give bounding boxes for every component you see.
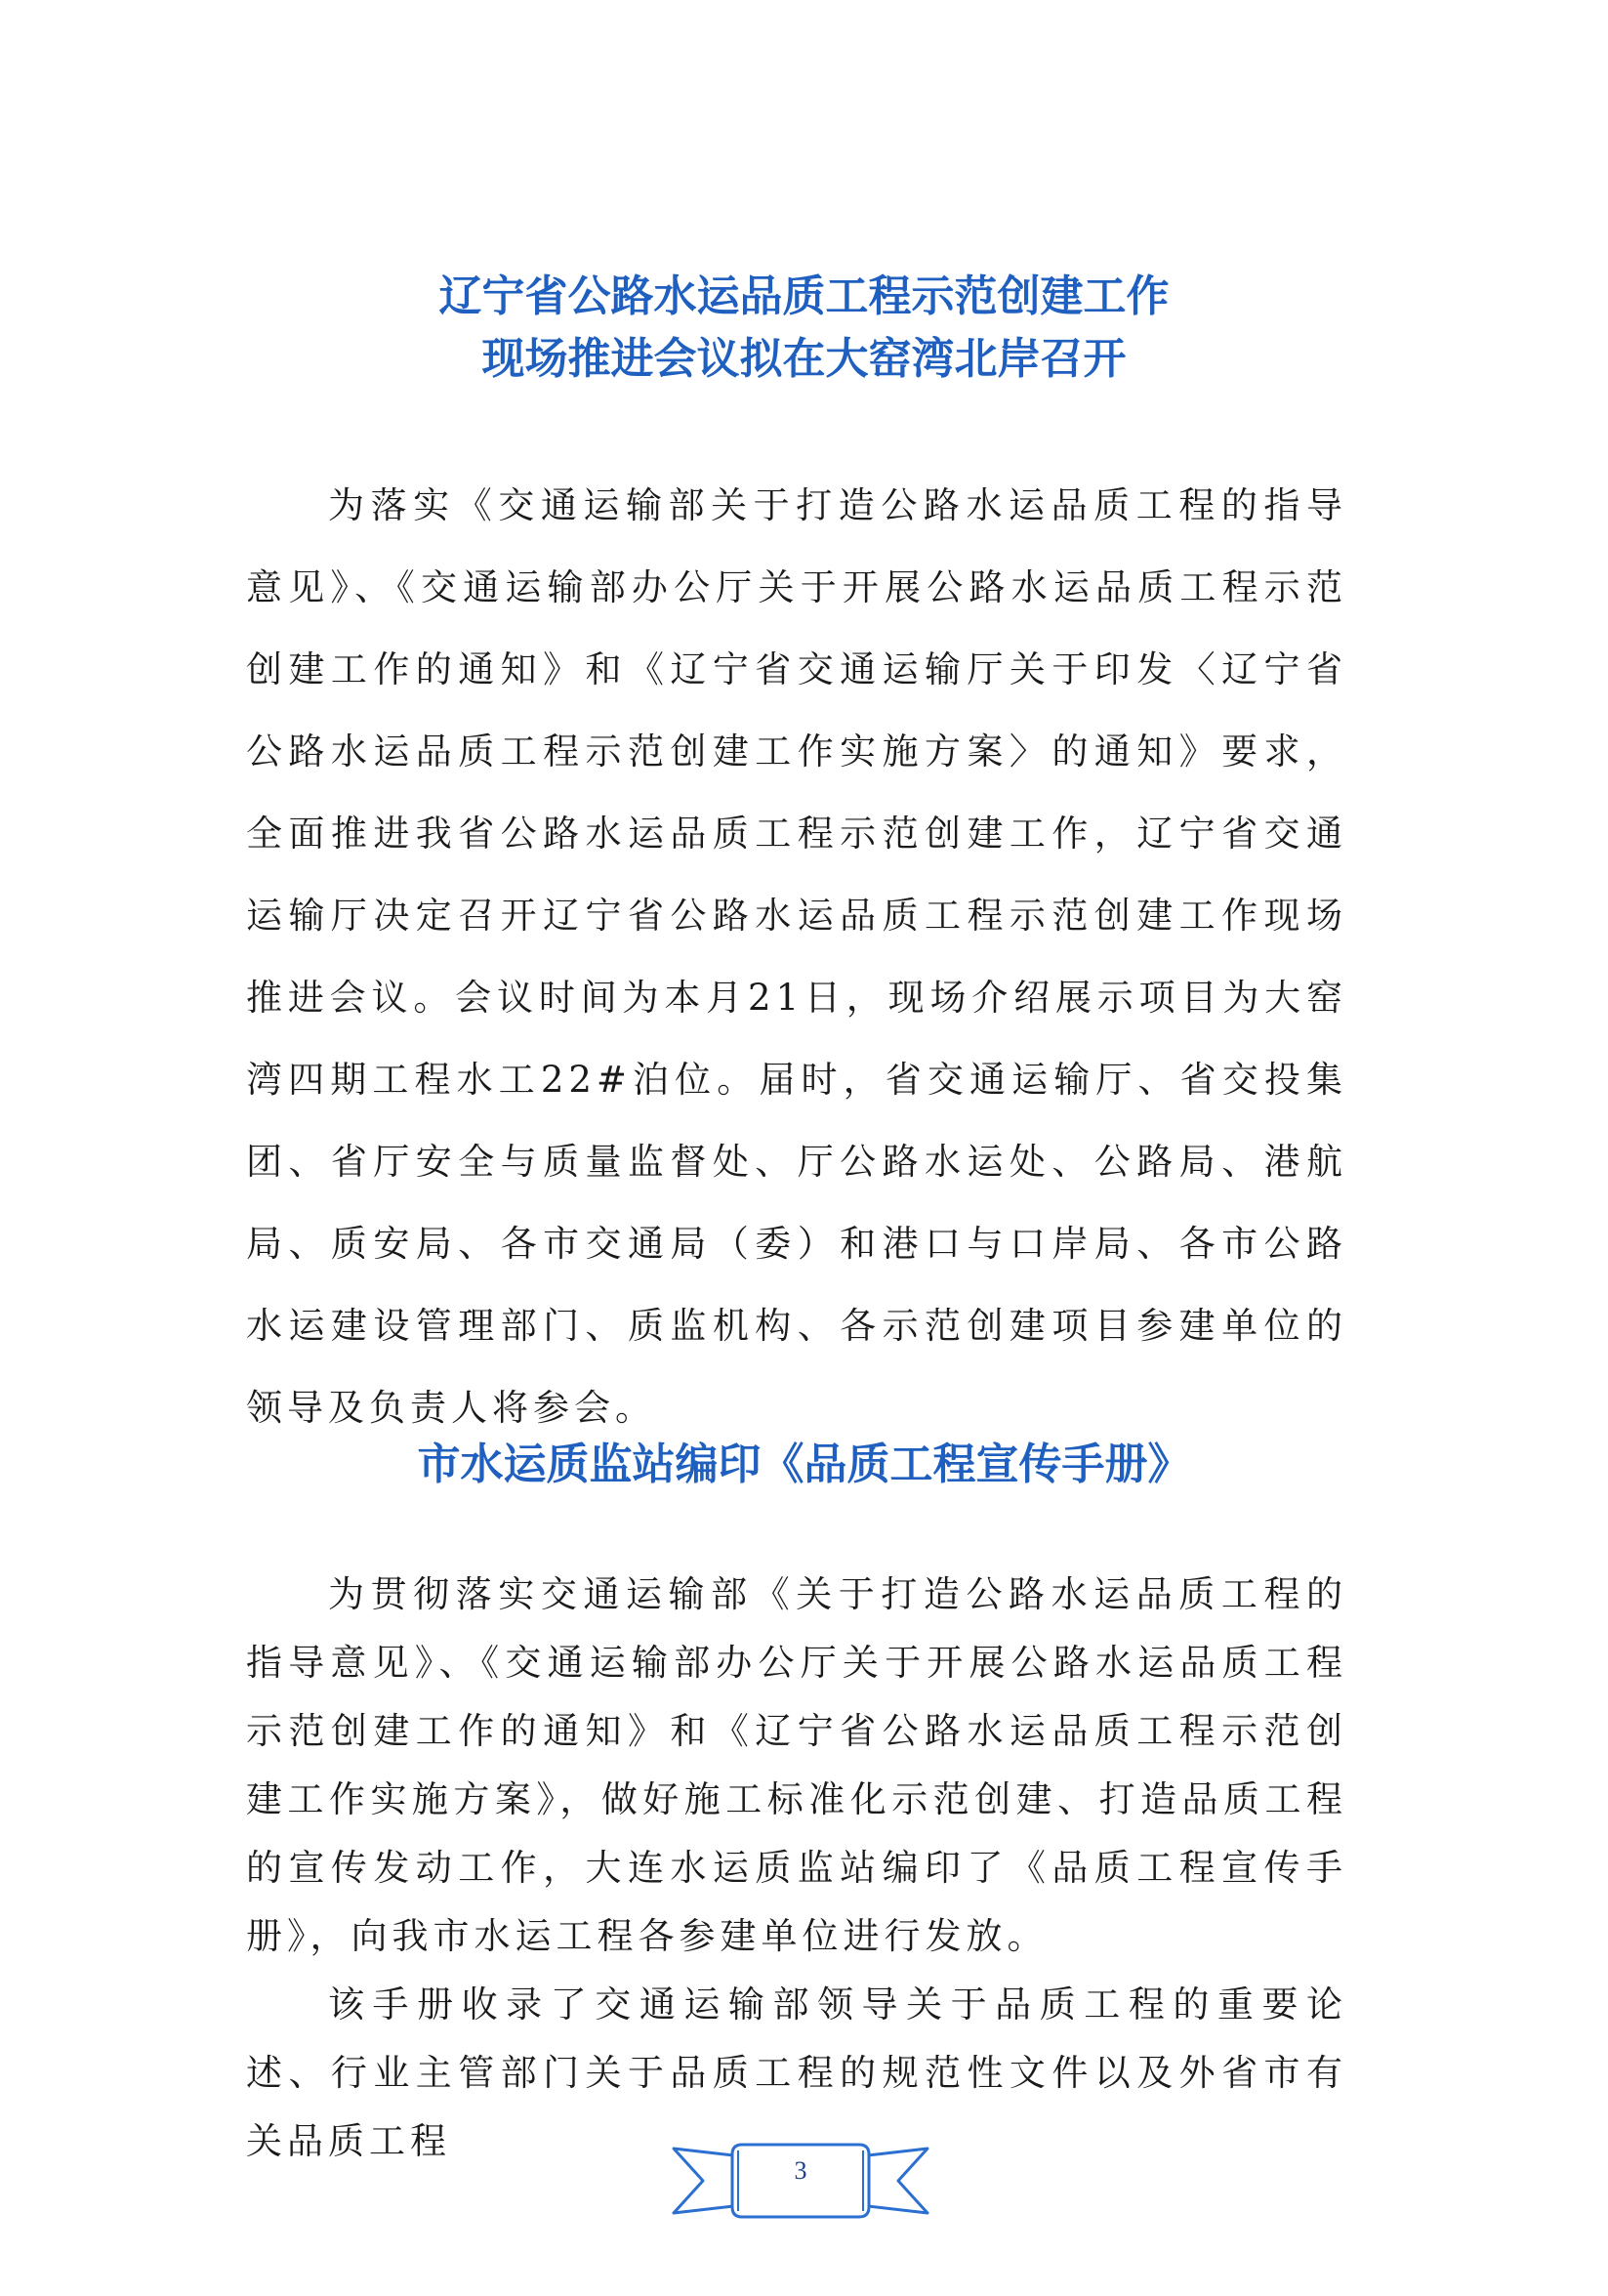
- article1-title-line2: 现场推进会议拟在大窑湾北岸召开: [481, 334, 1127, 384]
- page-number: 3: [794, 2156, 807, 2185]
- article2-paragraph2: 该手册收录了交通运输部领导关于品质工程的重要论述、行业主管部门关于品质工程的规范性文件以及外省市有关品质工程: [246, 1983, 1347, 2162]
- article2-title: 市水运质监站编印《品质工程宣传手册》: [417, 1440, 1191, 1489]
- article1-paragraph: 为落实《交通运输部关于打造公路水运品质工程的指导意见》、《交通运输部办公厅关于开展公路水运品质工程示范创建工作的通知》和《辽宁省交通运输厅关于印发〈辽宁省公路水运品质工程示范创建工作实施方案〉的通知》要求，全面推进我省公路水运品质工程示范创建工作，辽宁省交通运输厅决定召开辽宁省公路水运品质工程示范创建工作现场推进会议。会议时间为本月21日，现场介绍展示项目为大窑湾四期工程水工22#泊位。届时，省交通运输厅、省交投集团、省厅安全与质量监督处、厅公路水运处、公路局、港航局、质安局、各市交通局（委）和港口与口岸局、各市公路水运建设管理部门、质监机构、各示范创建项目参建单位的领导及负责人将参会。: [246, 484, 1347, 1429]
- article2-paragraph1: 为贯彻落实交通运输部《关于打造公路水运品质工程的指导意见》、《交通运输部办公厅关于开展公路水运品质工程示范创建工作的通知》和《辽宁省公路水运品质工程示范创建工作实施方案》，做好施工标准化示范创建、打造品质工程的宣传发动工作，大连水运质监站编印了《品质工程宣传手册》，向我市水运工程各参建单位进行发放。: [246, 1573, 1347, 1957]
- page-number-badge: [664, 2127, 937, 2234]
- article1-title-line1: 辽宁省公路水运品质工程示范创建工作: [438, 271, 1170, 321]
